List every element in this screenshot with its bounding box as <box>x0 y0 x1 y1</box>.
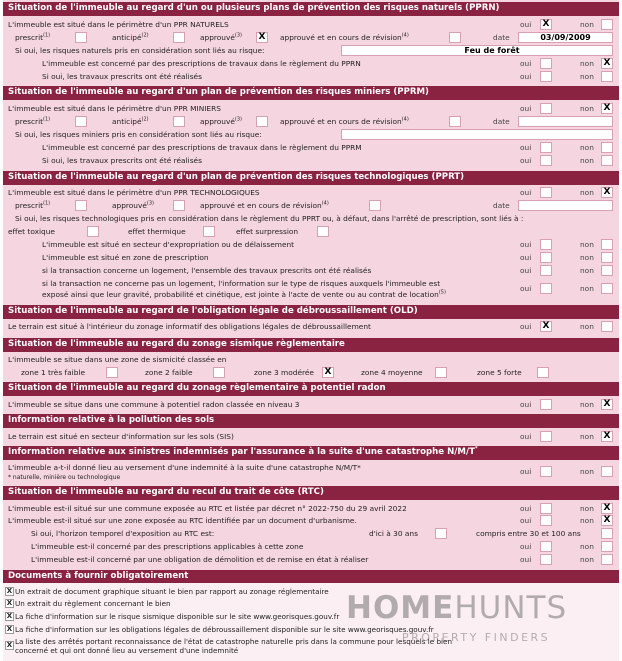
rtc-zone-question: L'immeuble est-il situé sur une zone exposée au RTC identifiée par un document d'urbanisme. <box>8 516 357 525</box>
rtc-30-checkbox[interactable] <box>435 528 447 539</box>
oui-label: oui <box>520 516 532 525</box>
rtc-demolition-non-checkbox[interactable] <box>601 554 613 565</box>
non-label: non <box>580 188 594 197</box>
pprn-revision-checkbox[interactable] <box>449 32 461 43</box>
oui-label: oui <box>520 156 532 165</box>
pprn-date-label: date <box>493 33 510 42</box>
rtc-100-label: compris entre 30 et 100 ans <box>476 529 581 538</box>
pprt-thermique-label: effet thermique <box>128 227 186 236</box>
pprn-risk-field[interactable]: Feu de forêt <box>341 45 613 56</box>
radon-header: Situation de l'immeuble au regard du zonage règlementaire à potentiel radon <box>3 382 619 396</box>
pprm-anticipe-checkbox[interactable] <box>173 116 185 127</box>
pprt-approuve-label: approuvé$^{(3)}$ <box>112 200 155 210</box>
non-label: non <box>580 156 594 165</box>
oui-label: oui <box>520 322 532 331</box>
pprn-approuve-checkbox[interactable]: X <box>256 32 268 43</box>
non-label: non <box>580 432 594 441</box>
doc5-checkbox[interactable]: X <box>6 641 13 649</box>
pprm-header: Situation de l'immeuble au regard d'un plan de prévention des risques miniers (PPRM) <box>3 86 619 100</box>
pprt-surpression-checkbox[interactable] <box>317 226 329 237</box>
oui-label: oui <box>520 555 532 564</box>
sols-question: Le terrain est situé en secteur d'information sur les sols (SIS) <box>8 432 234 441</box>
pprt-non-logement-question-line1: si la transaction ne concerne pas un logement, l'information sur le type de risques auxquels l'immeuble est <box>42 279 441 288</box>
non-label: non <box>580 20 594 29</box>
radon-question: L'immeuble se situe dans une commune à potentiel radon classée en niveau 3 <box>8 400 300 409</box>
pprm-date-label: date <box>493 117 510 126</box>
oui-label: oui <box>520 504 532 513</box>
non-label: non <box>580 253 594 262</box>
pprn-prescrit-label: prescrit$^{(1)}$ <box>15 32 51 42</box>
non-label: non <box>580 266 594 275</box>
zone3-label: zone 3 modérée <box>254 368 314 377</box>
oui-label: oui <box>520 432 532 441</box>
rtc-prescriptions-non-checkbox[interactable] <box>601 541 613 552</box>
rtc-zone-oui-checkbox[interactable] <box>540 515 552 526</box>
doc4-label: La fiche d'information sur les obligations légales de débroussaillement disponible sur le site www.georisques.gouv.fr <box>15 625 434 634</box>
zone5-label: zone 5 forte <box>477 368 522 377</box>
pprm-perimeter-oui-checkbox[interactable] <box>540 103 552 114</box>
pprt-logement-works-question: si la transaction concerne un logement, l'ensemble des travaux prescrits ont été réalisés <box>42 266 372 275</box>
pprt-expropriation-question: L'immeuble est situé en secteur d'expropriation ou de délaissement <box>42 240 295 249</box>
pprt-non-logement-oui-checkbox[interactable] <box>540 283 552 294</box>
pprt-perimeter-oui-checkbox[interactable] <box>540 187 552 198</box>
homehunts-watermark-tagline: PROPERTY FINDERS <box>402 631 551 644</box>
pprn-perimeter-non-checkbox[interactable] <box>601 19 613 30</box>
old-non-checkbox[interactable] <box>601 321 613 332</box>
pprn-works-non-checkbox[interactable] <box>601 71 613 82</box>
non-label: non <box>580 555 594 564</box>
pprt-revision-checkbox[interactable] <box>369 200 381 211</box>
pprn-header: Situation de l'immeuble au regard d'un ou plusieurs plans de prévention des risques naturels (PPRN) <box>3 2 619 16</box>
pprt-perimeter-question: L'immeuble est situé dans le périmètre d'un PPR TECHNOLOGIQUES <box>8 188 260 197</box>
state-of-risks-form <box>3 0 619 661</box>
zone1-checkbox[interactable] <box>106 367 118 378</box>
rtc-horizon-question: Si oui, l'horizon temporel d'exposition au RTC est: <box>31 529 215 538</box>
pprt-prescription-zone-non-checkbox[interactable] <box>601 252 613 263</box>
pprt-date-label: date <box>493 201 510 210</box>
old-header: Situation de l'immeuble au regard de l'obligation légale de débroussaillement (OLD) <box>3 305 619 319</box>
pprt-revision-label: approuvé et en cours de révision$^{(4)}$ <box>200 200 329 210</box>
pprt-prescrit-label: prescrit$^{(1)}$ <box>15 200 51 210</box>
non-label: non <box>580 240 594 249</box>
zone5-checkbox[interactable] <box>537 367 549 378</box>
pprt-prescription-zone-oui-checkbox[interactable] <box>540 252 552 263</box>
homehunts-watermark-logo: HOMEHUNTS <box>346 590 568 626</box>
pprm-works-oui-checkbox[interactable] <box>540 155 552 166</box>
non-label: non <box>580 322 594 331</box>
rtc-decree-non-checkbox[interactable]: X <box>601 503 613 514</box>
oui-label: oui <box>520 59 532 68</box>
doc5-label-line2: concerné et qui ont donné lieu au versement d'une indemnité <box>15 646 239 655</box>
zone2-checkbox[interactable] <box>213 367 225 378</box>
pprm-works-non-checkbox[interactable] <box>601 155 613 166</box>
catastrophe-non-checkbox[interactable] <box>601 466 613 477</box>
pprt-date-field[interactable] <box>518 200 613 211</box>
pprt-non-logement-question-line2: exposé ainsi que leur gravité, probabilité et cinétique, est jointe à l'acte de vente ou au contrat de location$^{(5)}$ <box>42 289 446 299</box>
pprn-works-question: Si oui, les travaux prescrits ont été réalisés <box>42 72 202 81</box>
pprt-logement-works-oui-checkbox[interactable] <box>540 265 552 276</box>
pprt-approuve-checkbox[interactable] <box>173 200 185 211</box>
rtc-prescriptions-question: L'immeuble est-il concerné par des prescriptions applicables à cette zone <box>31 542 304 551</box>
non-label: non <box>580 504 594 513</box>
doc3-label: La fiche d'information sur le risque sismique disponible sur le site www.georisques.gouv.fr <box>15 612 340 621</box>
pprm-risk-question: Si oui, les risques miniers pris en considération sont liés au risque: <box>15 130 262 139</box>
oui-label: oui <box>520 467 532 476</box>
pprm-prescrit-label: prescrit$^{(1)}$ <box>15 116 51 126</box>
non-label: non <box>580 542 594 551</box>
rtc-prescriptions-oui-checkbox[interactable] <box>540 541 552 552</box>
sismique-question: L'immeuble se situe dans une zone de sismicité classée en <box>8 355 227 364</box>
non-label: non <box>580 59 594 68</box>
pprn-works-oui-checkbox[interactable] <box>540 71 552 82</box>
non-label: non <box>580 284 594 293</box>
pprn-prescriptions-non-checkbox[interactable]: X <box>601 58 613 69</box>
pprm-revision-checkbox[interactable] <box>449 116 461 127</box>
doc2-label: Un extrait du règlement concernant le bien <box>15 599 171 608</box>
oui-label: oui <box>520 104 532 113</box>
pprm-revision-label: approuvé et en cours de révision$^{(4)}$ <box>280 116 409 126</box>
pprn-anticipe-label: anticipé$^{(2)}$ <box>112 32 149 42</box>
catastrophe-oui-checkbox[interactable] <box>540 466 552 477</box>
oui-label: oui <box>520 188 532 197</box>
pprm-risk-field[interactable] <box>341 129 613 140</box>
pprm-prescrit-checkbox[interactable] <box>75 116 87 127</box>
pprt-expropriation-non-checkbox[interactable] <box>601 239 613 250</box>
zone4-checkbox[interactable] <box>435 367 447 378</box>
pprn-perimeter-question: L'immeuble est situé dans le périmètre d'un PPR NATURELS <box>8 20 229 29</box>
zone2-label: zone 2 faible <box>145 368 193 377</box>
pprt-logement-works-non-checkbox[interactable] <box>601 265 613 276</box>
non-label: non <box>580 143 594 152</box>
non-label: non <box>580 72 594 81</box>
pprt-header: Situation de l'immeuble au regard d'un plan de prévention des risques technologiques (PPRT) <box>3 171 619 185</box>
non-label: non <box>580 467 594 476</box>
sismique-header: Situation de l'immeuble au regard du zonage sismique règlementaire <box>3 338 619 352</box>
radon-oui-checkbox[interactable] <box>540 399 552 410</box>
oui-label: oui <box>520 143 532 152</box>
pprm-date-field[interactable] <box>518 116 613 127</box>
catastrophe-question: L'immeuble a-t-il donné lieu au versement d'une indemnité à la suite d'une catastrophe N/M/T* <box>8 463 361 472</box>
pprt-prescription-zone-question: L'immeuble est situé en zone de prescription <box>42 253 209 262</box>
doc4-checkbox[interactable]: X <box>6 625 13 633</box>
pprn-prescriptions-oui-checkbox[interactable] <box>540 58 552 69</box>
non-label: non <box>580 516 594 525</box>
oui-label: oui <box>520 400 532 409</box>
pprn-risk-question: Si oui, les risques naturels pris en considération sont liés au risque: <box>15 46 265 55</box>
non-label: non <box>580 104 594 113</box>
pprn-date-field[interactable]: 03/09/2009 <box>518 32 613 43</box>
pprt-risk-question: Si oui, les risques technologiques pris en considération dans le règlement du PPRT ou, à défaut, dans l'arrêté de prescription, sont liés à : <box>15 214 524 223</box>
rtc-30-label: d'ici à 30 ans <box>369 529 418 538</box>
pprm-prescriptions-non-checkbox[interactable] <box>601 142 613 153</box>
zone3-checkbox[interactable]: X <box>322 367 334 378</box>
rtc-header: Situation de l'immeuble au regard du recul du trait de côte (RTC) <box>3 486 619 500</box>
doc3-checkbox[interactable]: X <box>6 612 13 620</box>
doc5-label-line1: La liste des arrêtés portant reconnaissance de l'état de catastrophe naturelle pris dans la commune pour lesquels le bien <box>15 637 453 646</box>
non-label: non <box>580 400 594 409</box>
pprn-approuve-label: approuvé$^{(3)}$ <box>200 32 243 42</box>
pprm-prescriptions-question: L'immeuble est concerné par des prescriptions de travaux dans le règlement du PPRM <box>42 143 362 152</box>
pprt-expropriation-oui-checkbox[interactable] <box>540 239 552 250</box>
pprt-thermique-checkbox[interactable] <box>203 226 215 237</box>
zone4-label: zone 4 moyenne <box>361 368 423 377</box>
pprm-perimeter-question: L'immeuble est situé dans le périmètre d'un PPR MINIERS <box>8 104 221 113</box>
pprt-toxique-checkbox[interactable] <box>87 226 99 237</box>
rtc-demolition-question: L'immeuble est-il concerné par une obligation de démolition et de remise en état à réaliser <box>31 555 369 564</box>
sols-header: Information relative à la pollution des sols <box>3 414 619 428</box>
rtc-decree-question: L'immeuble est-il situé sur une commune exposée au RTC et listée par décret n° 2022-750 du 29 avril 2022 <box>8 504 407 513</box>
radon-non-checkbox[interactable]: X <box>601 399 613 410</box>
pprt-perimeter-non-checkbox[interactable]: X <box>601 187 613 198</box>
pprn-prescriptions-question: L'immeuble est concerné par des prescriptions de travaux dans le règlement du PPRN <box>42 59 361 68</box>
pprt-toxique-label: effet toxique <box>8 227 55 236</box>
rtc-100-checkbox[interactable] <box>601 528 613 539</box>
pprt-prescrit-checkbox[interactable] <box>75 200 87 211</box>
oui-label: oui <box>520 542 532 551</box>
sols-oui-checkbox[interactable] <box>540 431 552 442</box>
pprn-prescrit-checkbox[interactable] <box>75 32 87 43</box>
pprn-revision-label: approuvé et en cours de révision$^{(4)}$ <box>280 32 409 42</box>
rtc-zone-non-checkbox[interactable]: X <box>601 515 613 526</box>
sols-non-checkbox[interactable]: X <box>601 431 613 442</box>
pprt-surpression-label: effet surpression <box>236 227 299 236</box>
pprn-anticipe-checkbox[interactable] <box>173 32 185 43</box>
pprm-prescriptions-oui-checkbox[interactable] <box>540 142 552 153</box>
catastrophe-header: Information relative aux sinistres indemnisés par l'assurance à la suite d'une catastrophe N/M/T* <box>3 446 619 460</box>
pprm-anticipe-label: anticipé$^{(2)}$ <box>112 116 149 126</box>
oui-label: oui <box>520 253 532 262</box>
old-question: Le terrain est situé à l'intérieur du zonage informatif des obligations légales de débroussaillement <box>8 322 371 331</box>
doc1-checkbox[interactable]: X <box>6 587 13 595</box>
oui-label: oui <box>520 20 532 29</box>
doc1-label: Un extrait de document graphique situant le bien par rapport au zonage réglementaire <box>15 587 329 596</box>
rtc-demolition-oui-checkbox[interactable] <box>540 554 552 565</box>
old-oui-checkbox[interactable]: X <box>540 321 552 332</box>
oui-label: oui <box>520 266 532 275</box>
zone1-label: zone 1 très faible <box>21 368 86 377</box>
rtc-decree-oui-checkbox[interactable] <box>540 503 552 514</box>
pprn-perimeter-oui-checkbox[interactable]: X <box>540 19 552 30</box>
documents-header: Documents à fournir obligatoirement <box>3 570 619 584</box>
pprm-approuve-label: approuvé$^{(3)}$ <box>200 116 243 126</box>
pprm-approuve-checkbox[interactable] <box>256 116 268 127</box>
catastrophe-footnote: * naturelle, minière ou technologique <box>8 474 121 481</box>
pprm-perimeter-non-checkbox[interactable]: X <box>601 103 613 114</box>
doc2-checkbox[interactable]: X <box>6 599 13 607</box>
pprt-non-logement-non-checkbox[interactable] <box>601 283 613 294</box>
oui-label: oui <box>520 284 532 293</box>
oui-label: oui <box>520 72 532 81</box>
pprm-works-question: Si oui, les travaux prescrits ont été réalisés <box>42 156 202 165</box>
oui-label: oui <box>520 240 532 249</box>
